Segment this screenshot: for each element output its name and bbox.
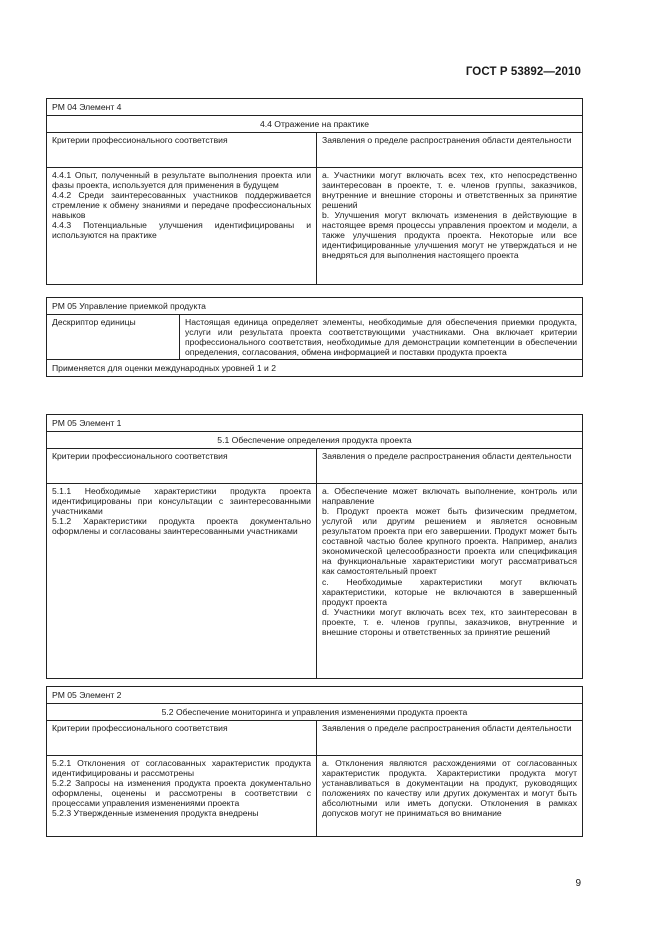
page-number: 9 [575,878,581,889]
range-item: с. Необходимые характеристики могут включать характеристики, которые не включаются в завершенный продукт проекта [322,576,577,607]
table-pm05-descriptor [46,297,583,377]
descriptor-text: Настоящая единица определяет элементы, необходимые для обеспечения приемки продукта, услуги или результата проекта соответствующими участниками. Она включает критерии профессионального соответствия, необходимые для демонстрации компетенции в обеспечении определения, согласования, обмена информацией и поставки продукта проекта [180,315,583,360]
range-item: b. Улучшения могут включать изменения в действующие в настоящее время процессы управления проектом и модели, а также улучшения продукта проекта. Некоторые или все идентифицированные улучшения могут не утверждаться и не внедряться для выполнения настоящего проекта [322,210,577,261]
range-item: а. Участники могут включать всех тех, кто непосредственно заинтересован в проекте, т. е. членов группы, заказчиков, внутренние и внешние стороны и ответственных за принятие решений [322,170,577,211]
criteria-cell [47,168,317,285]
range-cell [317,168,583,285]
table-pm05-element2 [46,686,583,837]
table-title: PM 05 Управление приемкой продукта [47,298,583,315]
range-item: а. Обеспечение может включать выполнение, контроль или направление [322,486,577,507]
column-header-criteria: Критерии профессионального соответствия [47,721,317,756]
section-title: 4.4 Отражение на практике [47,116,583,133]
range-item: d. Участники могут включать всех тех, кто заинтересован в проекте, т. е. членов группы, заказчиков, внутренние и внешние стороны и ответственных за принятие решений [322,606,577,637]
table-pm05-element1 [46,414,583,679]
document-header: ГОСТ Р 53892—2010 [465,66,581,78]
criteria-cell [47,484,317,679]
criteria-item: 4.4.3 Потенциальные улучшения идентифицированы и используются на практике [52,220,311,241]
criteria-item: 5.1.1 Необходимые характеристики продукта проекта идентифицированы при консультации с заинтересованными участниками [52,486,311,517]
column-header-criteria: Критерии профессионального соответствия [47,133,317,168]
criteria-item: 5.1.2 Характеристики продукта проекта документально оформлены и согласованы заинтересованными участниками [52,516,311,537]
section-title: 5.2 Обеспечение мониторинга и управления изменениями продукта проекта [47,704,583,721]
range-cell [317,484,583,679]
table-title: PM 04 Элемент 4 [47,99,583,116]
criteria-item: 4.4.2 Среди заинтересованных участников поддерживается стремление к обмену знаниями и передаче профессиональных навыков [52,190,311,221]
criteria-item: 5.2.3 Утвержденные изменения продукта внедрены [52,808,259,819]
column-header-criteria: Критерии профессионального соответствия [47,449,317,484]
table-title: PM 05 Элемент 1 [47,415,583,432]
descriptor-label: Дескриптор единицы [47,315,180,360]
range-cell [317,756,583,837]
criteria-item: 5.2.2 Запросы на изменения продукта проекта документально оформлены, оценены и рассмотрены в соответствии с процессами управления изменениями проекта [52,778,311,809]
column-header-range: Заявления о пределе распространения области деятельности [317,449,583,484]
table-footer: Применяется для оценки международных уровней 1 и 2 [47,360,583,377]
table-title: PM 05 Элемент 2 [47,687,583,704]
column-header-range: Заявления о пределе распространения области деятельности [317,133,583,168]
table-pm04-element4 [46,98,583,285]
range-item: а. Отклонения являются расхождениями от согласованных характеристик продукта. Характеристики продукта могут устанавливаться в документации на продукт, руководящих положениях по качеству или других документах и могут быть абсолютными или иметь допуски. Отклонения в рамках допусков могут не приниматься во внимание [322,758,577,819]
criteria-item: 4.4.1 Опыт, полученный в результате выполнения проекта или фазы проекта, используется для применения в будущем [52,170,311,191]
criteria-item: 5.2.1 Отклонения от согласованных характеристик продукта идентифицированы и рассмотрены [52,758,311,779]
column-header-range: Заявления о пределе распространения области деятельности [317,721,583,756]
section-title: 5.1 Обеспечение определения продукта проекта [47,432,583,449]
range-item: b. Продукт проекта может быть физическим предметом, услугой или другим решением и является основным результатом проекта при его завершении. Продукт может быть составной частью более крупного проекта. Например, анализ экономической целесообразности проекта или спецификация на функциональные характеристики могут рассматриваться как самостоятельный проект [322,506,577,577]
criteria-cell [47,756,317,837]
